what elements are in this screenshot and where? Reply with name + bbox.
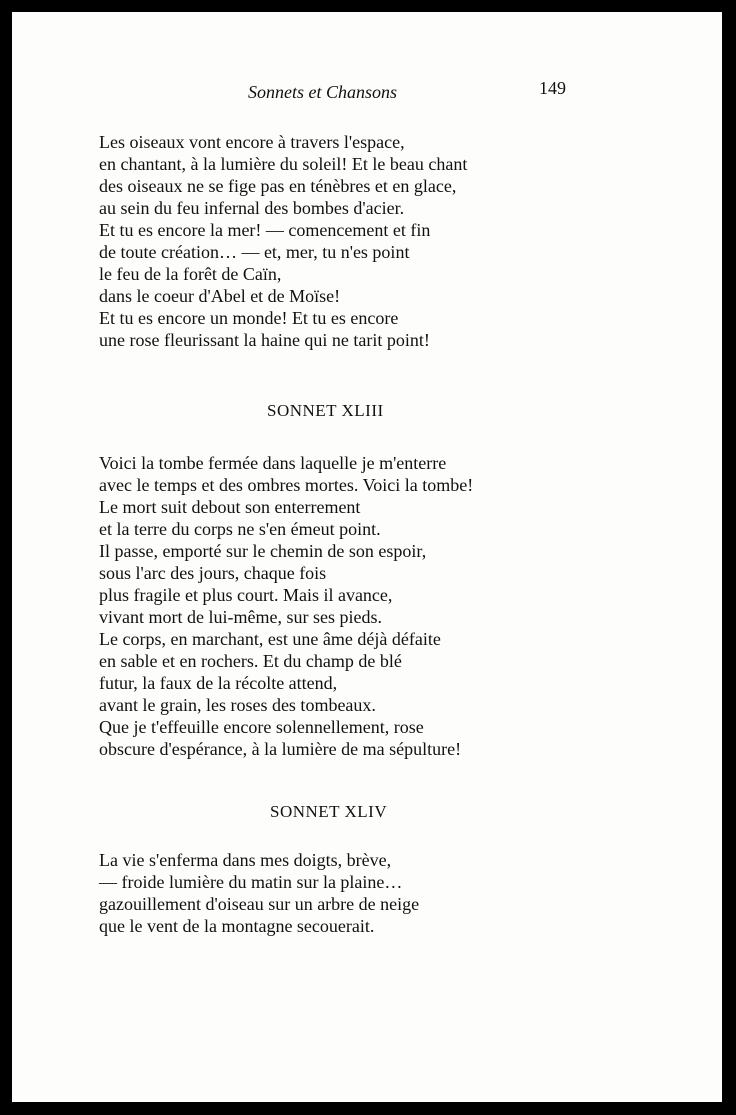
poem-line: Et tu es encore un monde! Et tu es encore [99,308,399,328]
poem-line: des oiseaux ne se fige pas en ténèbres et en glace, [99,176,457,196]
poem-line: de toute création… — et, mer, tu n'es point [99,242,410,262]
poem-line: en sable et en rochers. Et du champ de blé [99,651,402,671]
poem-line: Que je t'effeuille encore solennellement, rose [99,717,424,737]
sonnet-43-heading: SONNET XLIII [267,401,384,420]
sonnet-43-body [99,452,473,760]
poem-line: Les oiseaux vont encore à travers l'espace, [99,132,405,152]
poem-continuation [99,131,467,351]
poem-line: La vie s'enferma dans mes doigts, brève, [99,850,392,870]
poem-line: gazouillement d'oiseau sur un arbre de neige [99,894,420,914]
poem-line: Le corps, en marchant, est une âme déjà défaite [99,629,441,649]
poem-line: obscure d'espérance, à la lumière de ma sépulture! [99,739,462,759]
running-title: Sonnets et Chansons [248,82,398,102]
poem-line: Le mort suit debout son enterrement [99,497,361,517]
book-page [12,12,722,1102]
poem-line: que le vent de la montagne secouerait. [99,916,375,936]
poem-line: sous l'arc des jours, chaque fois [99,563,327,583]
poem-line: futur, la faux de la récolte attend, [99,673,338,693]
poem-line: en chantant, à la lumière du soleil! Et le beau chant [99,154,468,174]
poem-line: — froide lumière du matin sur la plaine… [99,872,403,892]
poem-line: et la terre du corps ne s'en émeut point. [99,519,381,539]
sonnet-44-heading: SONNET XLIV [270,802,388,821]
poem-line: Il passe, emporté sur le chemin de son espoir, [99,541,427,561]
poem-line: une rose fleurissant la haine qui ne tarit point! [99,330,430,350]
poem-line: avec le temps et des ombres mortes. Voici la tombe! [99,475,474,495]
poem-line: vivant mort de lui-même, sur ses pieds. [99,607,382,627]
poem-line: au sein du feu infernal des bombes d'acier. [99,198,405,218]
sonnet-44-body [99,849,419,937]
poem-line: plus fragile et plus court. Mais il avance, [99,585,393,605]
poem-line: avant le grain, les roses des tombeaux. [99,695,376,715]
page-number: 149 [539,78,566,98]
poem-line: Voici la tombe fermée dans laquelle je m'enterre [99,453,447,473]
poem-line: dans le coeur d'Abel et de Moïse! [99,286,341,306]
poem-line: Et tu es encore la mer! — comencement et fin [99,220,431,240]
poem-line: le feu de la forêt de Caïn, [99,264,282,284]
